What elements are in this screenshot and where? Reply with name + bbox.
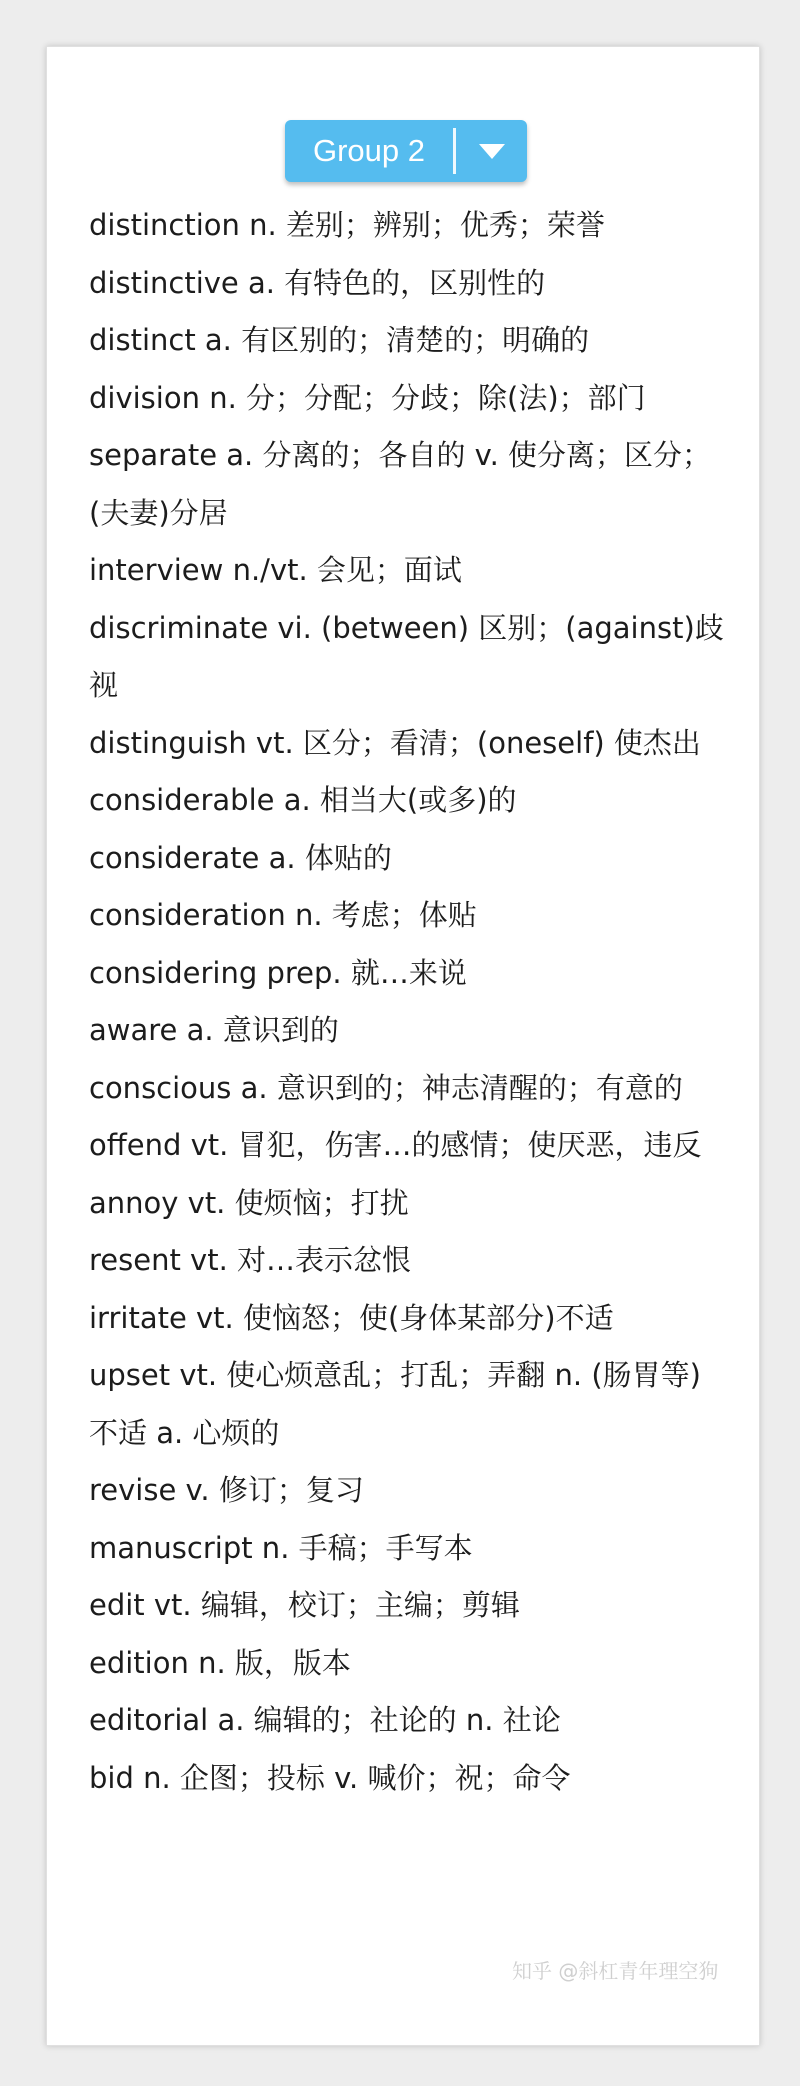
vocabulary-entry: offend vt. 冒犯，伤害…的感情；使厌恶，违反	[89, 1128, 702, 1162]
group-selector-divider	[453, 128, 456, 174]
vocabulary-entry: editorial a. 编辑的；社论的 n. 社论	[89, 1703, 561, 1737]
vocabulary-entry: considerable a. 相当大(或多)的	[89, 783, 517, 817]
vocabulary-entry: edit vt. 编辑，校订；主编；剪辑	[89, 1588, 520, 1622]
triangle-down-icon[interactable]	[456, 120, 527, 182]
vocabulary-entry: interview n./vt. 会见；面试	[89, 553, 462, 587]
vocabulary-entry: revise v. 修订；复习	[89, 1473, 364, 1507]
vocabulary-entry: consideration n. 考虑；体贴	[89, 898, 477, 932]
vocabulary-entry: aware a. 意识到的	[89, 1013, 339, 1047]
vocabulary-entry: division n. 分；分配；分歧；除(法)；部门	[89, 380, 646, 415]
vocabulary-entry: irritate vt. 使恼怒；使(身体某部分)不适	[89, 1300, 614, 1335]
vocabulary-entry: separate a. 分离的；各自的 v. 使分离；区分；(夫妻)分居	[89, 438, 712, 530]
vocabulary-entry: manuscript n. 手稿；手写本	[89, 1530, 473, 1565]
vocabulary-entry: distinctive a. 有特色的，区别性的	[89, 265, 546, 300]
vocabulary-card	[46, 46, 760, 2046]
vocabulary-entry: discriminate vi. (between) 区别；(against)歧视	[89, 610, 724, 702]
vocabulary-entry: resent vt. 对…表示忿恨	[89, 1243, 412, 1277]
vocabulary-entry: considering prep. 就…来说	[89, 955, 467, 990]
group-selector-button[interactable]	[285, 120, 527, 182]
vocabulary-entry: distinction n. 差别；辨别；优秀；荣誉	[89, 208, 605, 242]
vocabulary-list	[89, 197, 729, 1807]
vocabulary-entry: distinct a. 有区别的；清楚的；明确的	[89, 323, 590, 357]
vocabulary-entry: conscious a. 意识到的；神志清醒的；有意的	[89, 1070, 683, 1105]
vocabulary-entry: distinguish vt. 区分；看清；(oneself) 使杰出	[89, 725, 701, 760]
watermark: 知乎 @斜杠青年理空狗	[512, 1959, 719, 1983]
vocabulary-entry: edition n. 版，版本	[89, 1645, 351, 1680]
vocabulary-entry: upset vt. 使心烦意乱；打乱；弄翻 n. (肠胃等)不适 a. 心烦的	[89, 1358, 701, 1450]
group-selector-label: Group 2	[312, 133, 425, 168]
vocabulary-entry: bid n. 企图；投标 v. 喊价；祝；命令	[89, 1760, 571, 1795]
vocabulary-entry: considerate a. 体贴的	[89, 840, 392, 875]
vocabulary-entry: annoy vt. 使烦恼；打扰	[89, 1185, 409, 1220]
